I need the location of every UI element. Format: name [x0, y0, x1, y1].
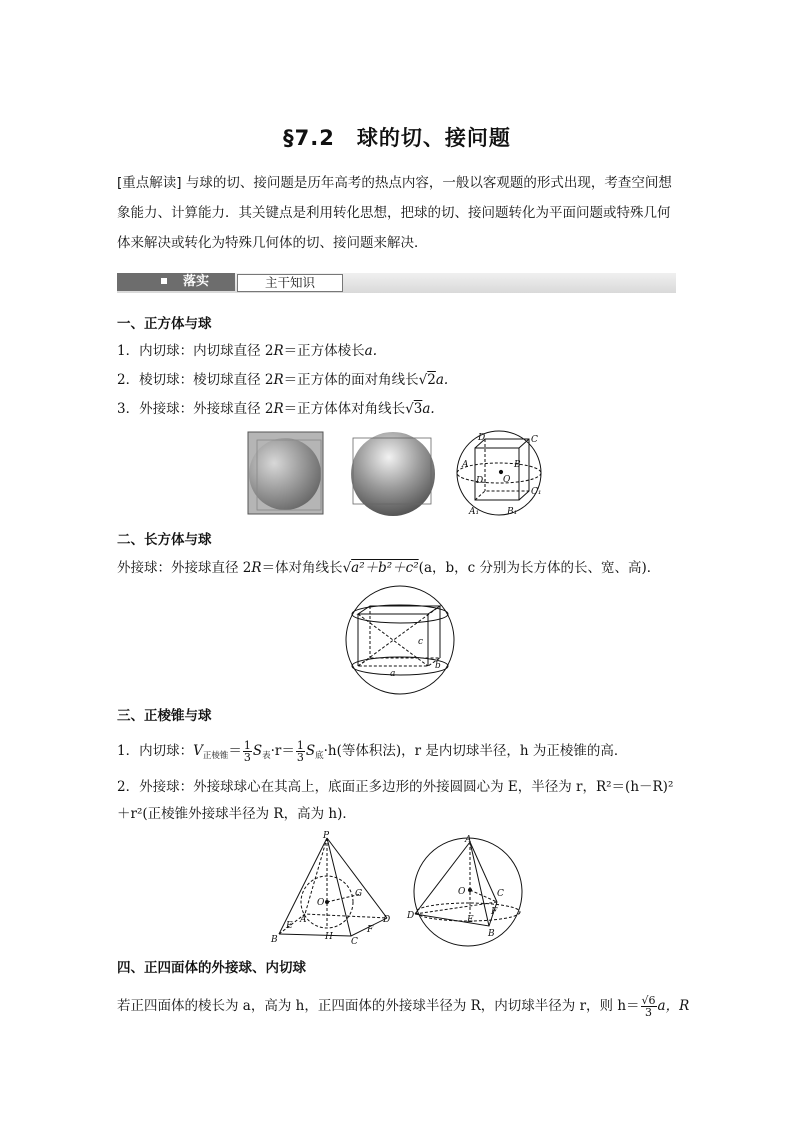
inscribed-sphere-cube	[248, 432, 323, 514]
svg-text:O: O	[458, 887, 466, 897]
section3-heading: 三、正棱锥与球	[117, 708, 212, 724]
circumscribed-sphere-cube	[457, 431, 542, 517]
svg-text:A: A	[462, 460, 469, 470]
intro-paragraph	[117, 168, 683, 258]
svg-text:B: B	[271, 935, 278, 945]
section1-item-3: 3．外接球：外接球直径 2R＝正方体体对角线长√3a.	[117, 401, 435, 417]
intro-label: [重点解读]	[117, 175, 182, 191]
svg-text:A: A	[300, 915, 307, 925]
midsphere-cube	[351, 432, 435, 516]
svg-text:B₁: B₁	[507, 507, 518, 517]
svg-text:E: E	[286, 921, 293, 931]
svg-text:O: O	[503, 475, 511, 485]
cuboid-sphere-figure	[340, 584, 460, 696]
svg-text:C: C	[351, 937, 358, 947]
svg-text:E: E	[467, 915, 474, 925]
svg-text:a: a	[390, 669, 396, 679]
section1-item-1: 1．内切球：内切球直径 2R＝正方体棱长a.	[117, 343, 377, 359]
svg-text:F: F	[491, 907, 498, 917]
svg-text:D₁: D₁	[476, 476, 487, 486]
banner-left: 落实	[117, 273, 235, 291]
section2-heading: 二、长方体与球	[117, 532, 212, 548]
banner-right: 主干知识	[237, 274, 343, 292]
svg-text:A: A	[465, 835, 472, 845]
section4-text: 若正四面体的棱长为 a，高为 h，正四面体的外接球半径为 R，内切球半径为 r，则 h＝ $\frac{√6}{3}$ a，R	[117, 994, 690, 1019]
svg-text:C: C	[497, 889, 504, 899]
section1-item-2: 2．棱切球：棱切球直径 2R＝正方体的面对角线长√2a.	[117, 372, 449, 388]
svg-text:D: D	[383, 915, 391, 925]
svg-text:C₁: C₁	[531, 487, 542, 497]
cube-sphere-figures	[245, 428, 545, 518]
svg-text:B: B	[488, 929, 495, 939]
svg-text:P: P	[323, 831, 330, 841]
section1-heading: 一、正方体与球	[117, 316, 212, 332]
svg-text:H: H	[325, 932, 333, 942]
section3-item-1: 1．内切球：$V_{正棱锥}=$ $\frac{1}{3}$ $S_表\cdot r=$ $\frac{1}{3}$ $S_底\cdot h$(等体积法)，r 是内切球半径，h 为正棱锥的高．	[117, 739, 628, 764]
svg-text:F: F	[367, 925, 374, 935]
pyramid-insphere	[270, 831, 390, 947]
svg-text:b: b	[435, 661, 441, 671]
intro-text: 与球的切、接问题是历年高考的热点内容，一般以客观题的形式出现，考查空间想象能力、计算能力．其关键点是利用转化思想，把球的切、接问题转化为平面问题或特殊几何体来解决或转化为特殊几何体的切、接问题来解决．	[117, 175, 672, 251]
section3-item-2-line1: 2．外接球：外接球球心在其高上，底面正多边形的外接圆圆心为 E，半径为 r，R²＝(h－R)²	[117, 779, 674, 795]
pyramid-circumsphere	[406, 835, 522, 946]
svg-text:c: c	[418, 637, 424, 647]
section3-item-2-line2: ＋r²(正棱锥外接球半径为 R，高为 h)．	[117, 806, 356, 822]
page-title: §7.2 球的切、接问题	[283, 126, 511, 150]
svg-text:B: B	[514, 460, 521, 470]
svg-text:A₁: A₁	[469, 507, 480, 517]
svg-text:G: G	[355, 889, 363, 899]
svg-text:D: D	[478, 433, 486, 443]
section4-heading: 四、正四面体的外接球、内切球	[117, 960, 306, 976]
svg-text:D: D	[407, 911, 415, 921]
svg-text:C: C	[531, 435, 538, 445]
pyramid-sphere-figures	[265, 830, 555, 948]
section2-text: 外接球：外接球直径 2R＝体对角线长√a²＋b²＋c²(a，b，c 分别为长方体的长、宽、高)．	[117, 560, 661, 576]
square-icon	[161, 278, 167, 284]
svg-text:O: O	[317, 898, 325, 908]
